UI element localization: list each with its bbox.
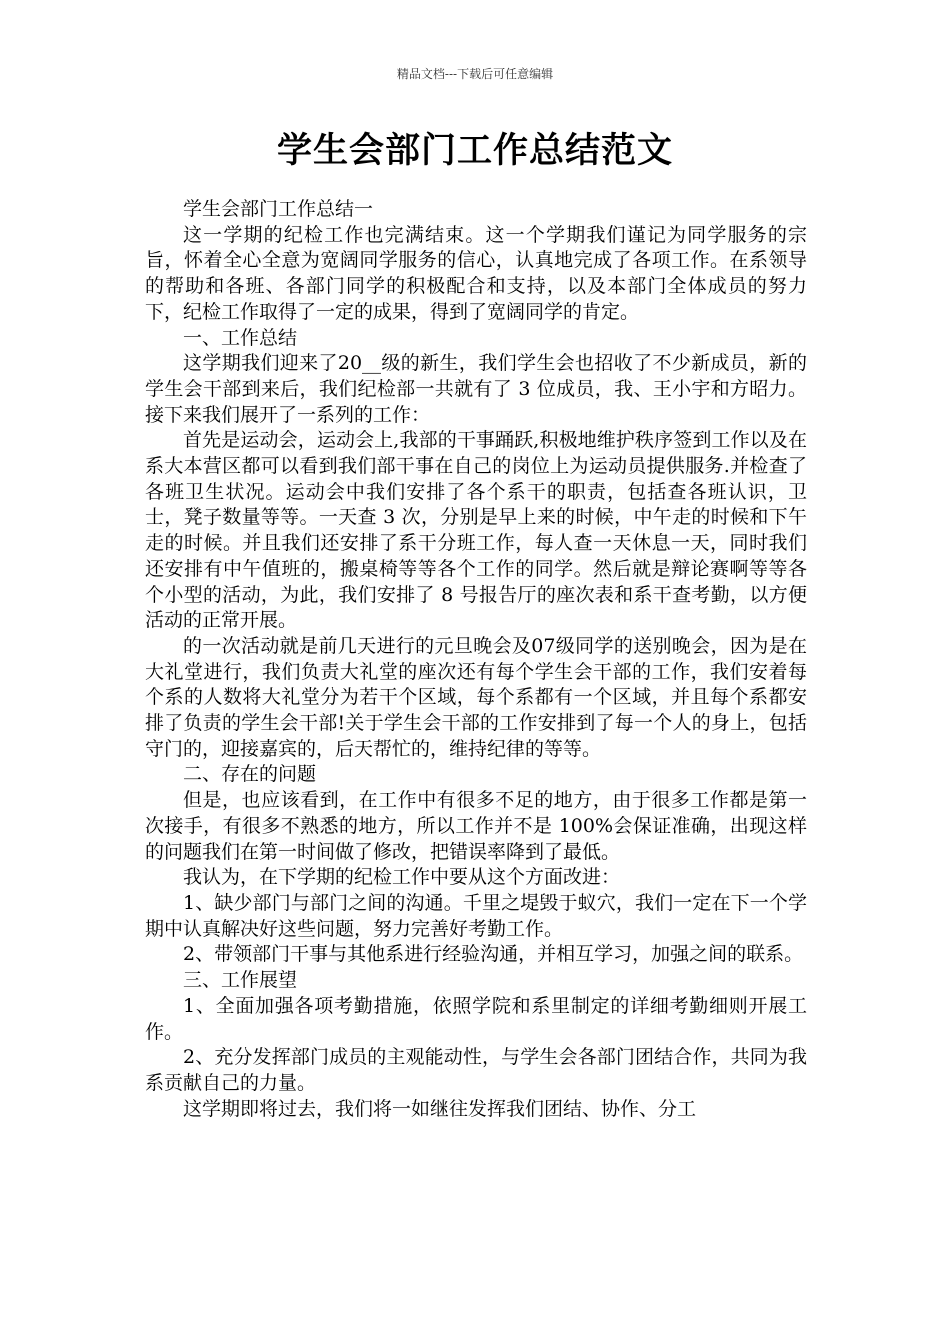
header-watermark: 精品文档---下载后可任意编辑 [396,67,554,81]
list-item: 2、充分发挥部门成员的主观能动性，与学生会各部门团结合作，共同为我系贡献自己的力量。 [145,1046,807,1094]
paragraph: 我认为，在下学期的纪检工作中要从这个方面改进： [183,866,621,889]
document-title: 学生会部门工作总结范文 [276,131,673,171]
section-heading: 一、工作总结 [183,326,298,349]
paragraph: 但是，也应该看到，在工作中有很多不足的地方，由于很多工作都是第一次接手，有很多不熟悉的地方，所以工作并不是 100%会保证准确，出现这样的问题我们在第一时间做了修改，把错误率降到了最低。 [145,789,807,863]
section-subtitle: 学生会部门工作总结一 [183,198,374,220]
section-heading: 三、工作展望 [183,969,298,992]
list-item: 2、带领部门干事与其他系进行经验沟通，并相互学习，加强之间的联系。 [183,943,804,966]
paragraph: 首先是运动会，运动会上,我部的干事踊跃,积极地维护秩序签到工作以及在系大本营区都可以看到我们部干事在自己的岗位上为运动员提供服务.并检查了各班卫生状况。运动会中我们安排了各个系干的职责，包括查各班认识，卫士，凳子数量等等。一天查 3 次，分别是早上来的时候，中午走的时候和下午走的时候。并且我们还安排了系干分班工作，每人查一天休息一天，同时我们还安排有中午值班的，搬桌椅等等各个工作的同学。然后就是辩论赛啊等等各个小型的活动，为此，我们安排了 8 号报告厅的座次表和系干查考勤，以方便活动的正常开展。 [145,429,807,632]
section-heading: 二、存在的问题 [183,763,317,786]
paragraph: 这学期即将过去，我们将一如继往发挥我们团结、协作、分工 [183,1097,697,1120]
paragraph: 这学期我们迎来了20__级的新生，我们学生会也招收了不少新成员，新的学生会干部到来后，我们纪检部一共就有了 3 位成员，我、王小宇和方昭力。接下来我们展开了一系列的工作： [145,352,807,426]
paragraph: 的一次活动就是前几天进行的元旦晚会及07级同学的送别晚会，因为是在大礼堂进行，我们负责大礼堂的座次还有每个学生会干部的工作，我们安着每个系的人数将大礼堂分为若干个区域，每个系都有一个区域，并且每个系都安排了负责的学生会干部!关于学生会干部的工作安排到了每一个人的身上，包括守门的，迎接嘉宾的，后天帮忙的，维持纪律的等等。 [145,634,807,760]
document-body [145,197,807,1122]
list-item: 1、全面加强各项考勤措施，依照学院和系里制定的详细考勤细则开展工作。 [145,994,807,1043]
list-item: 1、缺少部门与部门之间的沟通。千里之堤毁于蚁穴，我们一定在下一个学期中认真解决好这些问题，努力完善好考勤工作。 [145,891,807,940]
paragraph: 这一学期的纪检工作也完满结束。这一个学期我们谨记为同学服务的宗旨，怀着全心全意为宽阔同学服务的信心，认真地完成了各项工作。在系领导的帮助和各班、各部门同学的积极配合和支持，以及本部门全体成员的努力下，纪检工作取得了一定的成果，得到了宽阔同学的肯定。 [145,223,807,323]
